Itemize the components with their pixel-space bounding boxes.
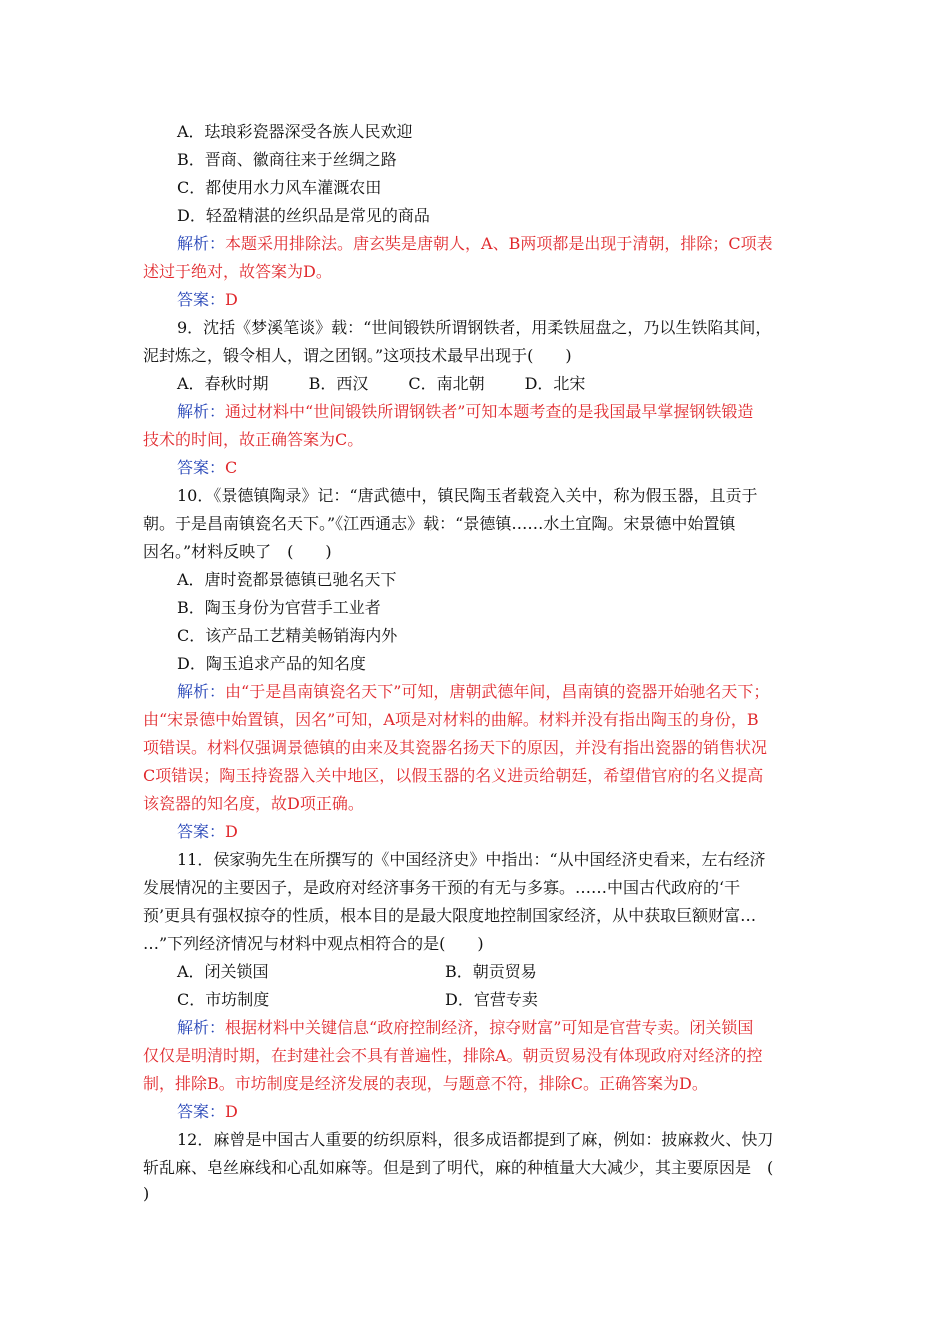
q11-explanation-line-3: 制，排除B。市坊制度是经济发展的表现，与题意不符，排除C。正确答案为D。 bbox=[143, 1074, 708, 1093]
q11-option-d: D．官营专卖 bbox=[445, 990, 538, 1009]
q9-explanation-line-1 bbox=[177, 398, 753, 426]
q10-option-d: D．陶玉追求产品的知名度 bbox=[177, 654, 366, 673]
q11-answer-line bbox=[177, 1098, 238, 1126]
q8-explanation-line-2: 述过于绝对，故答案为D。 bbox=[143, 262, 332, 281]
q11-option-b: B．朝贡贸易 bbox=[445, 962, 537, 981]
q11-options-row-2 bbox=[177, 986, 777, 1014]
q8-answer-line bbox=[177, 286, 238, 314]
q10-answer: D bbox=[225, 822, 238, 841]
q9-explanation-label: 解析： bbox=[177, 402, 226, 421]
q11-explanation-text: 根据材料中关键信息“政府控制经济，掠夺财富”可知是官营专卖。闭关锁国 bbox=[225, 1018, 754, 1037]
q10-option-c: C．该产品工艺精美畅销海内外 bbox=[177, 626, 398, 645]
q11-stem-line-1: 11．侯家驹先生在所撰写的《中国经济史》中指出：“从中国经济史看来，左右经济 bbox=[177, 850, 766, 869]
q10-option-b: B．陶玉身份为官营手工业者 bbox=[177, 598, 381, 617]
q12-stem-line-1: 12．麻曾是中国古人重要的纺织原料，很多成语都提到了麻，例如：披麻救火、快刀 bbox=[177, 1130, 774, 1149]
q10-stem-line-1: 10．《景德镇陶录》记：“唐武德中，镇民陶玉者载瓷入关中，称为假玉器，且贡于 bbox=[177, 486, 758, 505]
q9-options-row bbox=[177, 370, 585, 398]
q10-explanation-line-3: 项错误。材料仅强调景德镇的由来及其瓷器名扬天下的原因，并没有指出瓷器的销售状况 bbox=[143, 738, 768, 757]
q10-explanation-line-1 bbox=[177, 678, 769, 706]
q11-answer: D bbox=[225, 1102, 238, 1121]
q10-explanation-text: 由“于是昌南镇瓷名天下”可知，唐朝武德年间，昌南镇的瓷器开始驰名天下； bbox=[225, 682, 770, 701]
q8-answer: D bbox=[225, 290, 238, 309]
q8-answer-label: 答案： bbox=[177, 290, 226, 309]
q9-answer-line bbox=[177, 454, 237, 482]
q8-explanation-label: 解析： bbox=[177, 234, 226, 253]
q10-explanation-line-4: C项错误；陶玉持瓷器入关中地区，以假玉器的名义进贡给朝廷，希望借官府的名义提高 bbox=[143, 766, 764, 785]
q8-explanation-text: 本题采用排除法。唐玄奘是唐朝人，A、B两项都是出现于清朝，排除；C项表 bbox=[225, 234, 773, 253]
q9-stem-line-2: 泥封炼之，锻令相人，谓之团钢。”这项技术最早出现于( ) bbox=[143, 346, 572, 365]
q11-explanation-line-2: 仅仅是明清时期，在封建社会不具有普遍性，排除A。朝贡贸易没有体现政府对经济的控 bbox=[143, 1046, 763, 1065]
q9-option-b: B．西汉 bbox=[308, 374, 369, 393]
q10-explanation-label: 解析： bbox=[177, 682, 226, 701]
q8-explanation-line-1 bbox=[177, 230, 773, 258]
q12-stem-line-3: ) bbox=[143, 1184, 150, 1203]
q8-option-b: B．晋商、徽商往来于丝绸之路 bbox=[177, 150, 397, 169]
q11-answer-label: 答案： bbox=[177, 1102, 226, 1121]
q9-option-a: A．春秋时期 bbox=[177, 374, 269, 393]
q10-explanation-line-2: 由“宋景德中始置镇，因名”可知，A项是对材料的曲解。材料并没有指出陶玉的身份，B bbox=[143, 710, 759, 729]
q9-option-c: C．南北朝 bbox=[408, 374, 485, 393]
q11-option-c: C．市坊制度 bbox=[177, 990, 270, 1009]
q12-stem-line-2: 斩乱麻、皂丝麻线和心乱如麻等。但是到了明代，麻的种植量大大减少，其主要原因是 ( bbox=[143, 1158, 774, 1177]
q9-explanation-text: 通过材料中“世间锻铁所谓钢铁者”可知本题考查的是我国最早掌握钢铁锻造 bbox=[225, 402, 754, 421]
q9-stem-line-1: 9．沈括《梦溪笔谈》载：“世间锻铁所谓钢铁者，用柔铁屈盘之，乃以生铁陷其间， bbox=[177, 318, 772, 337]
q11-options-row-1 bbox=[177, 958, 777, 986]
q9-answer: C bbox=[225, 458, 238, 477]
q10-explanation-line-5: 该瓷器的知名度，故D项正确。 bbox=[143, 794, 364, 813]
q9-explanation-line-2: 技术的时间，故正确答案为C。 bbox=[143, 430, 364, 449]
q10-answer-label: 答案： bbox=[177, 822, 226, 841]
q11-stem-line-3: 预’更具有强权掠夺的性质，根本目的是最大限度地控制国家经济，从中获取巨额财富… bbox=[143, 906, 757, 925]
q10-option-a: A．唐时瓷都景德镇已驰名天下 bbox=[177, 570, 397, 589]
q8-option-d: D．轻盈精湛的丝织品是常见的商品 bbox=[177, 206, 430, 225]
q8-option-a: A．珐琅彩瓷器深受各族人民欢迎 bbox=[177, 122, 413, 141]
q11-explanation-label: 解析： bbox=[177, 1018, 226, 1037]
q10-answer-line bbox=[177, 818, 238, 846]
q11-explanation-line-1 bbox=[177, 1014, 753, 1042]
q10-stem-line-2: 朝。于是昌南镇瓷名天下。”《江西通志》载：“景德镇……水土宜陶。宋景德中始置镇 bbox=[143, 514, 736, 533]
q8-option-c: C．都使用水力风车灌溉农田 bbox=[177, 178, 382, 197]
q10-stem-line-3: 因名。”材料反映了 ( ) bbox=[143, 542, 332, 561]
q11-stem-line-4: …”下列经济情况与材料中观点相符合的是( ) bbox=[143, 934, 484, 953]
q11-stem-line-2: 发展情况的主要因子，是政府对经济事务干预的有无与多寡。……中国古代政府的‘干 bbox=[143, 878, 741, 897]
q9-option-d: D．北宋 bbox=[524, 374, 586, 393]
q11-option-a: A．闭关锁国 bbox=[177, 962, 269, 981]
q9-answer-label: 答案： bbox=[177, 458, 226, 477]
